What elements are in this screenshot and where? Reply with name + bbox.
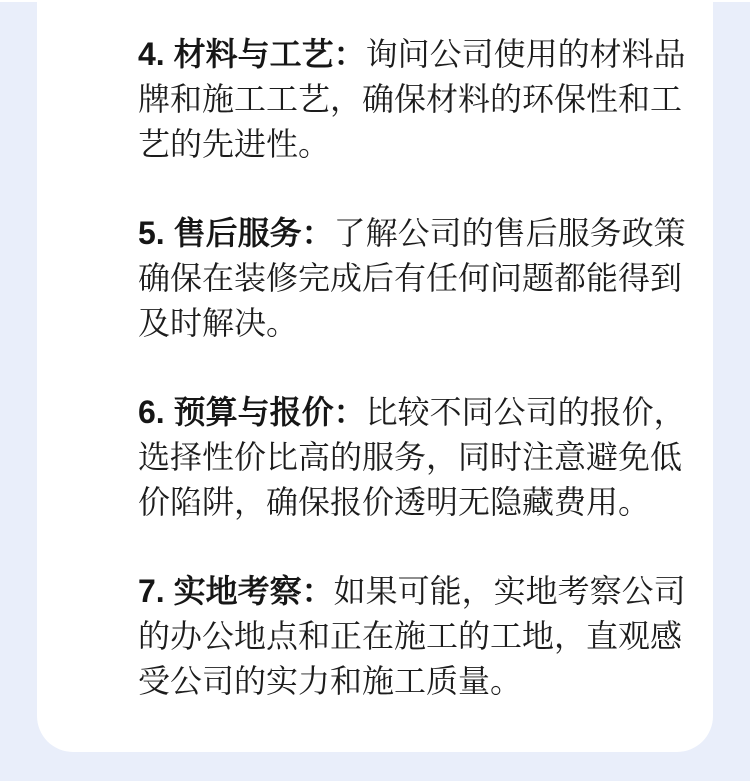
- tip-label-5: 5. 售后服务：: [138, 215, 334, 251]
- tip-item-4: [138, 32, 698, 167]
- tip-item-7: [138, 569, 698, 704]
- tip-body-6: 比较不同公司的报价，选择性价比高的服务，同时注意避免低价陷阱，确保报价透明无隐藏费用。: [138, 394, 686, 520]
- tip-label-6: 6. 预算与报价：: [138, 394, 366, 430]
- tip-label-7: 7. 实地考察：: [138, 573, 334, 609]
- tip-body-7: 如果可能，实地考察公司的办公地点和正在施工的工地，直观感受公司的实力和施工质量。: [138, 573, 686, 699]
- tip-item-5: [138, 211, 698, 346]
- tip-body-4: 询问公司使用的材料品牌和施工工艺，确保材料的环保性和工艺的先进性。: [138, 36, 686, 162]
- tip-item-6: [138, 390, 698, 525]
- content-card: [37, 2, 713, 752]
- tip-body-5: 了解公司的售后服务政策确保在装修完成后有任何问题都能得到及时解决。: [138, 215, 686, 341]
- article-body: [37, 2, 698, 704]
- tip-label-4: 4. 材料与工艺：: [138, 36, 366, 72]
